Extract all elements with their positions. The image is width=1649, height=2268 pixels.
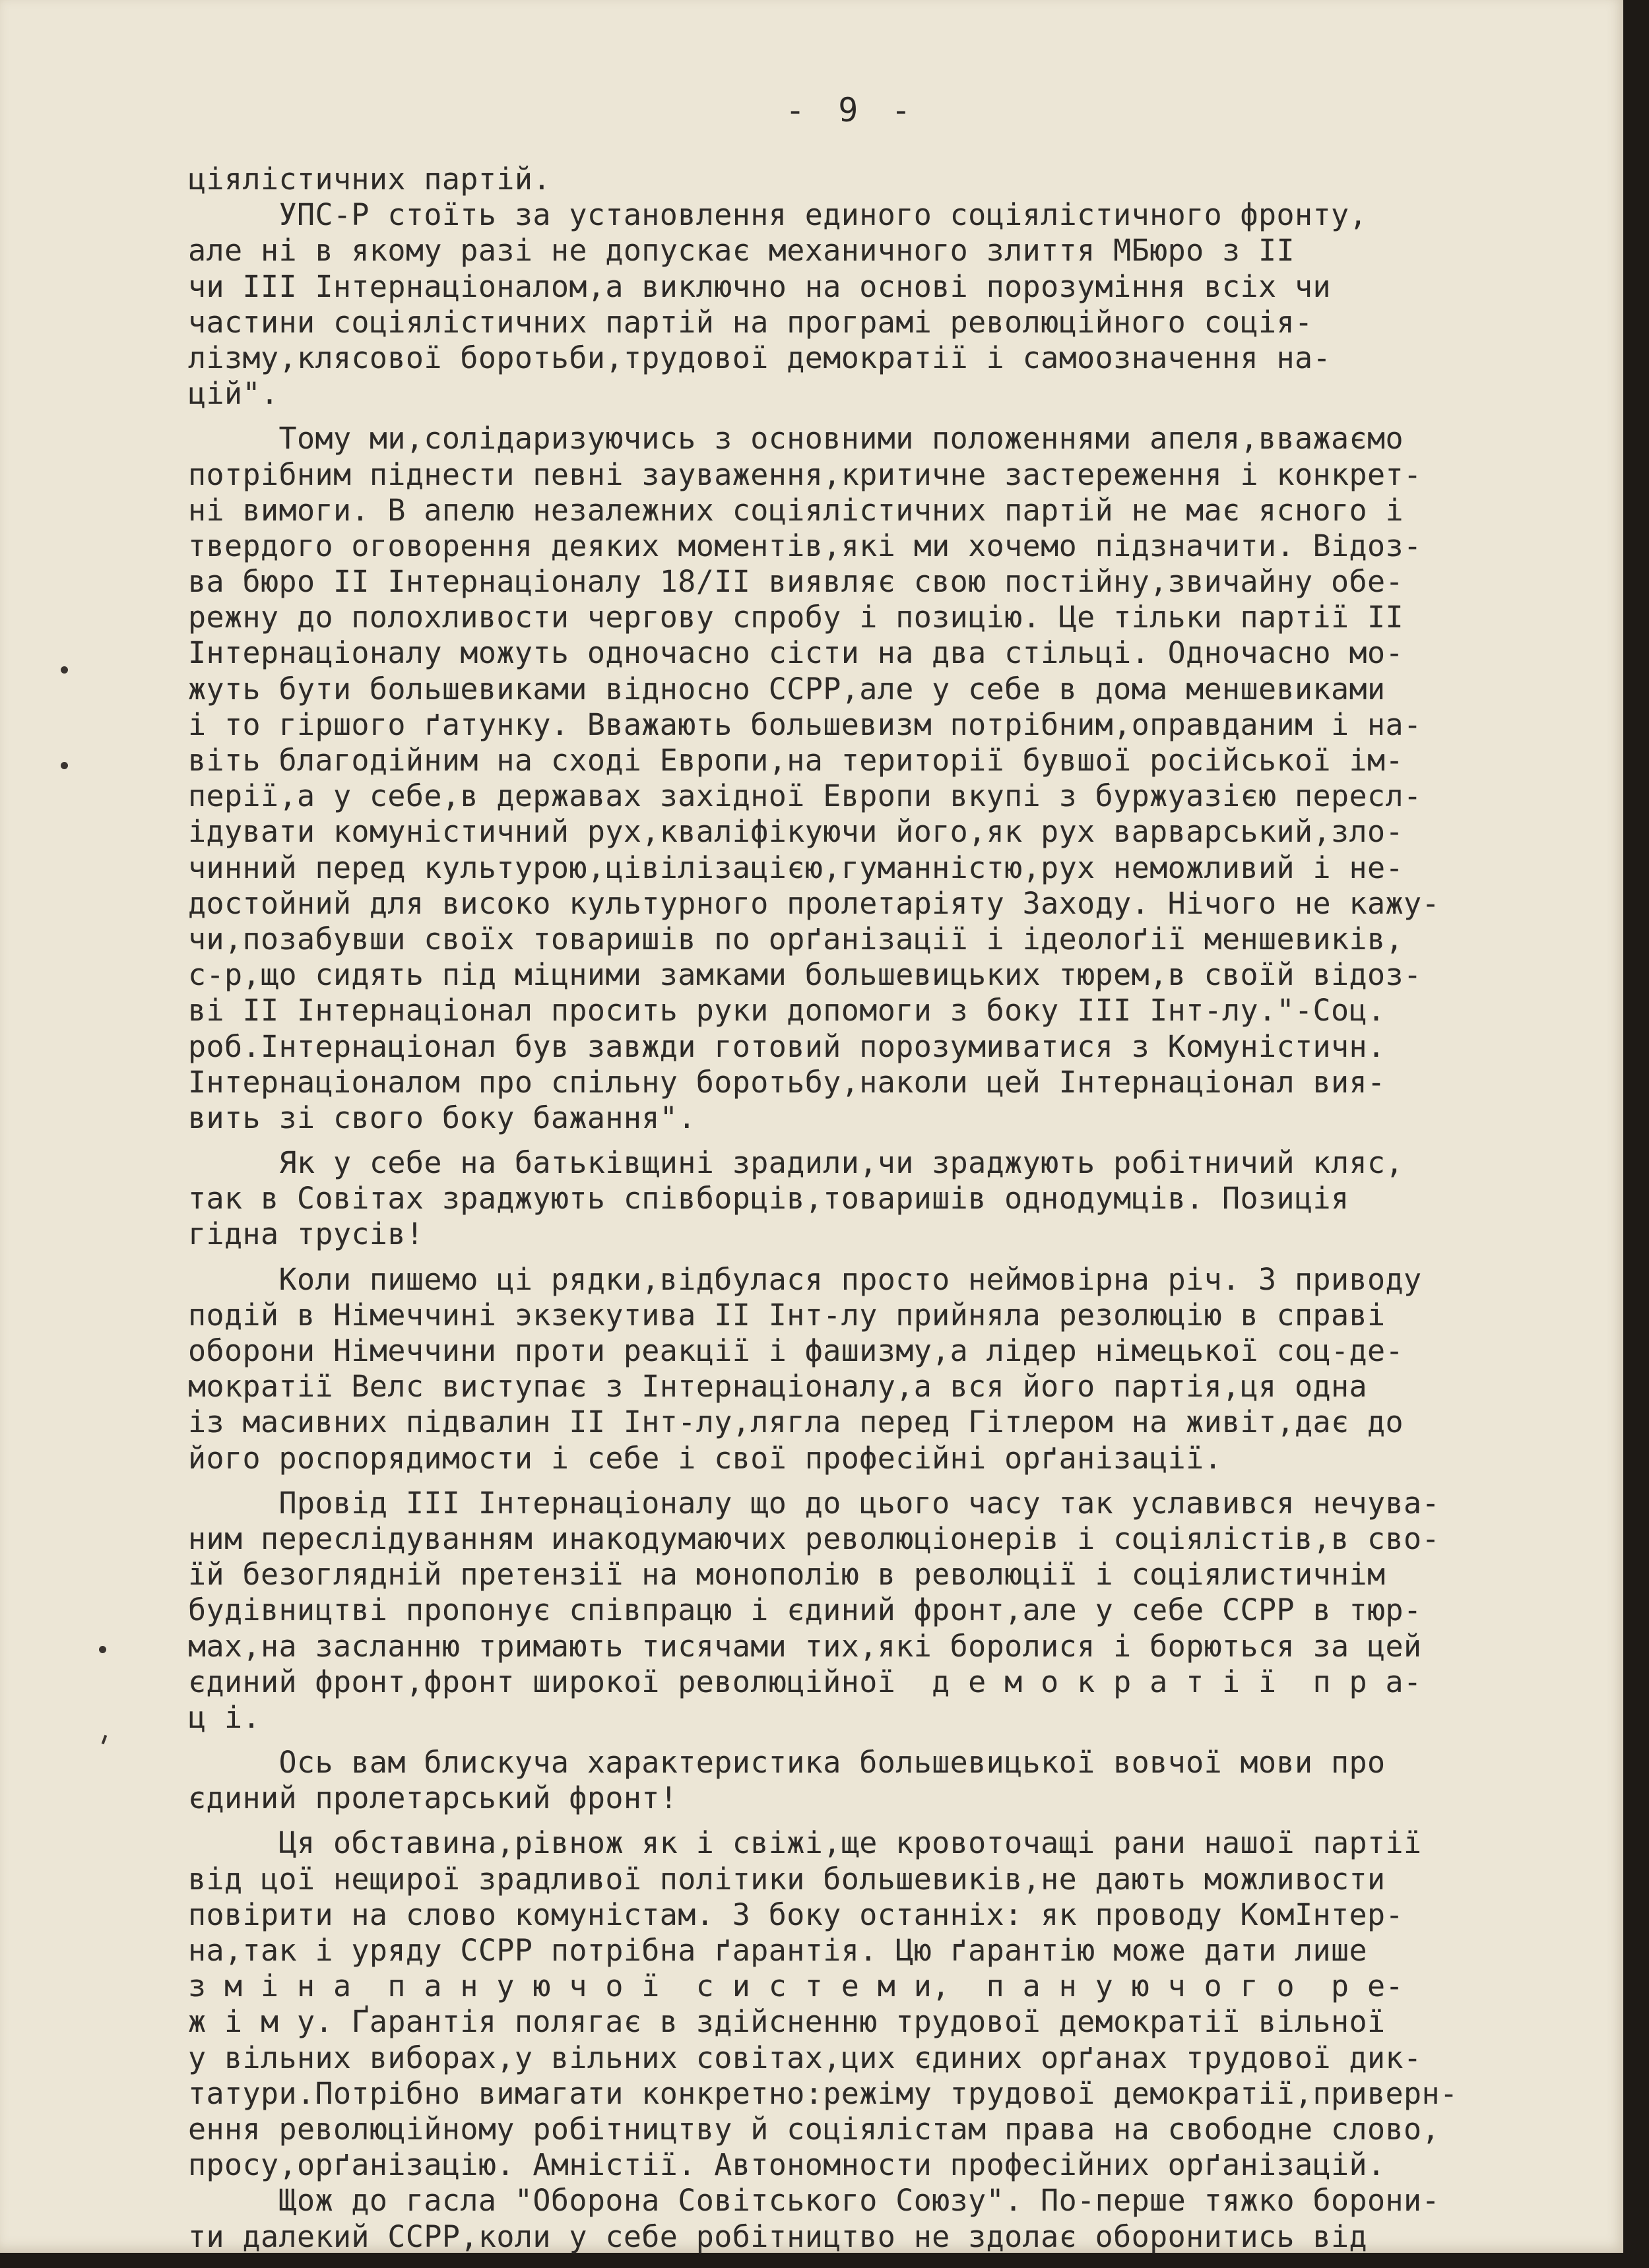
- text-line: із масивних підвалин II Інт-лу,лягла перед Гітлером на живіт,дає до: [188, 1404, 1404, 1440]
- text-line: мах,на засланню тримають тисячами тих,які боролися і борються за цей: [188, 1628, 1422, 1664]
- text-line: його роспорядимости і себе і свої професійні орґанізації.: [188, 1440, 1223, 1476]
- text-line: будівництві пропонує співпрацю і єдиний фронт,але у себе ССРР в тюр-: [188, 1592, 1422, 1628]
- text-line: просу,орґанізацію. Амністії. Автономности професійних орґанізацій.: [188, 2147, 1386, 2183]
- text-line: чинний перед культурою,цівілізацією,гуманністю,рух неможливий і не-: [188, 850, 1404, 885]
- text-line: Провід III Інтернаціоналу що до цього часу так уславився нечува-: [188, 1485, 1440, 1521]
- text-line: з м і н а п а н у ю ч о ї с и с т е м и, п а н у ю ч о г о р е-: [188, 1969, 1404, 2004]
- text-line: Інтернаціоналом про спільну боротьбу,наколи цей Інтернаціонал вия-: [188, 1064, 1386, 1100]
- text-line: чи,позабувши своїх товаришів по орґанізації і ідеолоґії меншевиків,: [188, 921, 1404, 957]
- margin-dot: [61, 762, 68, 769]
- text-line: їй безоглядній претензії на монополію в революції і соціялистичнім: [188, 1557, 1386, 1592]
- text-line: на,так і уряду ССРР потрібна ґарантія. Цю ґарантію може дати лише: [188, 1933, 1367, 1968]
- text-line: ц і.: [188, 1699, 261, 1735]
- text-line: ва бюро II Інтернаціоналу 18/II виявляє свою постійну,звичайну обе-: [188, 564, 1404, 600]
- text-line: подій в Німеччині экзекутива II Інт-лу прийняла резолюцію в справі: [188, 1297, 1386, 1333]
- text-line: цій".: [188, 376, 279, 412]
- text-line: чи III Інтернаціоналом,а виключно на основі порозуміння всіх чи: [188, 268, 1332, 304]
- text-line: лізму,клясової боротьби,трудової демократії і самоозначення на-: [188, 340, 1332, 375]
- text-line: ж і м у. Ґарантія полягає в здійсненню трудової демократії вільної: [188, 2004, 1386, 2040]
- text-line: оборони Німеччини проти реакції і фашизму,а лідер німецької соц-де-: [188, 1333, 1404, 1368]
- text-line: достойний для високо культурного пролетаріяту Заходу. Нічого не кажу-: [188, 885, 1440, 921]
- text-line: ення революційному робітництву й соціялістам права на свободне слово,: [188, 2111, 1440, 2147]
- text-line: перії,а у себе,в державах західної Европи вкупі з буржуазією пересл-: [188, 778, 1422, 814]
- text-line: Ось вам блискуча характеристика большевицької вовчої мови про: [188, 1745, 1386, 1780]
- text-line: ві II Інтернаціонал просить руки допомоги з боку III Інт-лу."-Соц.: [188, 993, 1386, 1028]
- text-line: повірити на слово комуністам. З боку останніх: як проводу КомІнтер-: [188, 1897, 1404, 1932]
- text-line: гідна трусів!: [188, 1216, 424, 1252]
- text-line: твердого оговорення деяких моментів,які ми хочемо підзначити. Відоз-: [188, 528, 1422, 563]
- text-line: Щож до гасла "Оборона Совітського Союзу". По-перше тяжко борони-: [188, 2183, 1440, 2219]
- text-line: Як у себе на батьківщині зрадили,чи зраджують робітничий кляс,: [188, 1145, 1404, 1181]
- text-line: с-р,що сидять під міцними замками большевицьких тюрем,в своїй відоз-: [188, 957, 1422, 993]
- text-line: від цої нещирої зрадливої політики большевиків,не дають можливости: [188, 1861, 1386, 1897]
- text-line: ціялістичних партій.: [188, 162, 551, 197]
- text-line: мократії Велс виступає з Інтернаціоналу,а вся його партія,ця одна: [188, 1369, 1367, 1404]
- body-text: [188, 162, 1580, 2255]
- text-line: Тому ми,солідаризуючись з основними положеннями апеля,вважаємо: [188, 421, 1404, 457]
- text-line: і то гіршого ґатунку. Вважають большевизм потрібним,оправданим і на-: [188, 707, 1422, 742]
- text-line: роб.Інтернаціонал був завжди готовий порозумиватися з Комуністичн.: [188, 1028, 1386, 1064]
- margin-tick: [102, 1735, 108, 1745]
- text-line: ні вимоги. В апелю незалежних соціялістичних партій не має ясного і: [188, 492, 1404, 528]
- text-line: частини соціялістичних партій на програмі революційного соція-: [188, 304, 1313, 340]
- text-line: віть благодійним на сході Европи,на території бувшої російської ім-: [188, 743, 1404, 778]
- text-line: у вільних виборах,у вільних совітах,цих єдиних орґанах трудової дик-: [188, 2040, 1422, 2075]
- margin-dot: [99, 1646, 106, 1653]
- text-line: УПС-Р стоїть за установлення единого соціялістичного фронту,: [188, 197, 1367, 233]
- text-line: ти далекий ССРР,коли у себе робітництво не здолає оборонитись від: [188, 2219, 1367, 2254]
- text-line: Коли пишемо ці рядки,відбулася просто неймовірна річ. З приводу: [188, 1261, 1422, 1297]
- text-line: татури.Потрібно вимагати конкретно:режіму трудової демократії,приверн-: [188, 2075, 1458, 2111]
- text-line: Інтернаціоналу можуть одночасно сісти на два стільці. Одночасно мо-: [188, 635, 1404, 671]
- text-line: Ця обставина,рівнож як і свіжі,ще кровоточащі рани нашої партії: [188, 1825, 1422, 1861]
- text-line: жуть бути большевиками відносно ССРР,але у себе в дома меншевиками: [188, 671, 1386, 707]
- margin-dot: [61, 666, 68, 674]
- text-line: єдиний пролетарський фронт!: [188, 1780, 678, 1816]
- text-line: єдиний фронт,фронт широкої революційної д е м о к р а т і ї п р а-: [188, 1664, 1422, 1699]
- text-line: потрібним піднести певні зауваження,критичне застереження і конкрет-: [188, 457, 1422, 492]
- text-line: режну до полохливости чергову спробу і позицію. Це тільки партії II: [188, 600, 1404, 635]
- text-line: вить зі свого боку бажання".: [188, 1100, 696, 1135]
- page-number: - 9 -: [785, 91, 918, 129]
- text-line: ідувати комуністичний рух,кваліфікуючи його,як рух варварський,зло-: [188, 814, 1404, 850]
- text-line: так в Совітах зраджують співборців,товаришів однодумців. Позиція: [188, 1181, 1349, 1216]
- text-line: але ні в якому разі не допускає механичного злиття МБюро з II: [188, 233, 1295, 268]
- text-line: ним переслідуванням инакодумаючих революціонерів і соціялістів,в сво-: [188, 1521, 1440, 1556]
